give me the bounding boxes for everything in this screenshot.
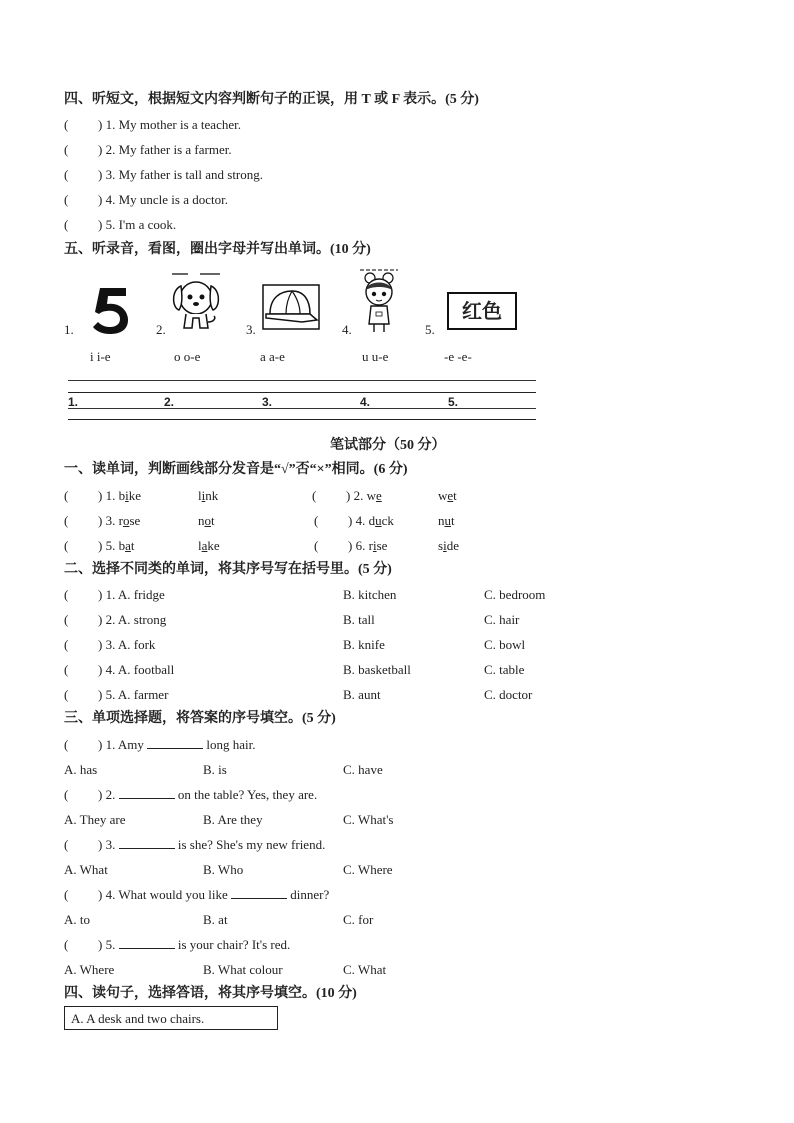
written-section-title: 笔试部分（50 分）	[330, 438, 446, 453]
part4-heading: 四、读句子，选择答语，将其序号填空。(10 分)	[64, 986, 357, 1001]
number-five-picture	[86, 282, 136, 334]
red-colour-card: 红色	[447, 292, 517, 330]
dog-picture	[166, 272, 226, 334]
list-item: ( ) 2. My father is a farmer.	[64, 142, 232, 157]
picture-number-5: 5.	[425, 322, 435, 337]
write-number-4: 4.	[360, 395, 371, 409]
letters-2: o o-e	[174, 349, 201, 364]
write-number-3: 3.	[262, 395, 273, 409]
question-5: ( ) 5. is your chair? It's red.	[64, 937, 291, 952]
picture-number-3: 3.	[246, 322, 256, 337]
letters-4: u u-e	[362, 349, 389, 364]
question-3: ( ) 3. is she? She's my new friend.	[64, 837, 326, 852]
list-item: ( ) 4. My uncle is a doctor.	[64, 192, 228, 207]
letters-5: -e -e-	[444, 349, 472, 364]
picture-number-1: 1.	[64, 322, 74, 337]
picture-number-4: 4.	[342, 322, 352, 337]
listening4-heading: 四、听短文，根据短文内容判断句子的正误，用 T 或 F 表示。(5 分)	[64, 92, 479, 107]
question-2: ( ) 2. on the table? Yes, they are.	[64, 787, 318, 802]
question-4: ( ) 4. What would you like dinner?	[64, 887, 330, 902]
answer-option-box: A. A desk and two chairs.	[64, 1006, 278, 1030]
write-number-5: 5.	[448, 395, 459, 409]
girl-picture	[356, 268, 402, 334]
part3-heading: 三、单项选择题，将答案的序号填空。(5 分)	[64, 711, 336, 726]
part1-heading: 一、读单词，判断画线部分发音是“√”否“×”相同。(6 分)	[64, 462, 408, 477]
listening5-heading: 五、听录音，看图，圈出字母并写出单词。(10 分)	[64, 242, 371, 257]
list-item: ( ) 5. I'm a cook.	[64, 217, 177, 232]
part2-heading: 二、选择不同类的单词，将其序号写在括号里。(5 分)	[64, 562, 392, 577]
letters-1: i i-e	[90, 349, 111, 364]
write-number-1: 1.	[68, 395, 79, 409]
write-number-2: 2.	[164, 395, 175, 409]
list-item: ( ) 1. My mother is a teacher.	[64, 117, 241, 132]
list-item: ( ) 3. My father is tall and strong.	[64, 167, 264, 182]
cap-picture	[262, 284, 320, 330]
picture-number-2: 2.	[156, 322, 166, 337]
letters-3: a a-e	[260, 349, 285, 364]
question-1: ( ) 1. Amy long hair.	[64, 737, 256, 752]
